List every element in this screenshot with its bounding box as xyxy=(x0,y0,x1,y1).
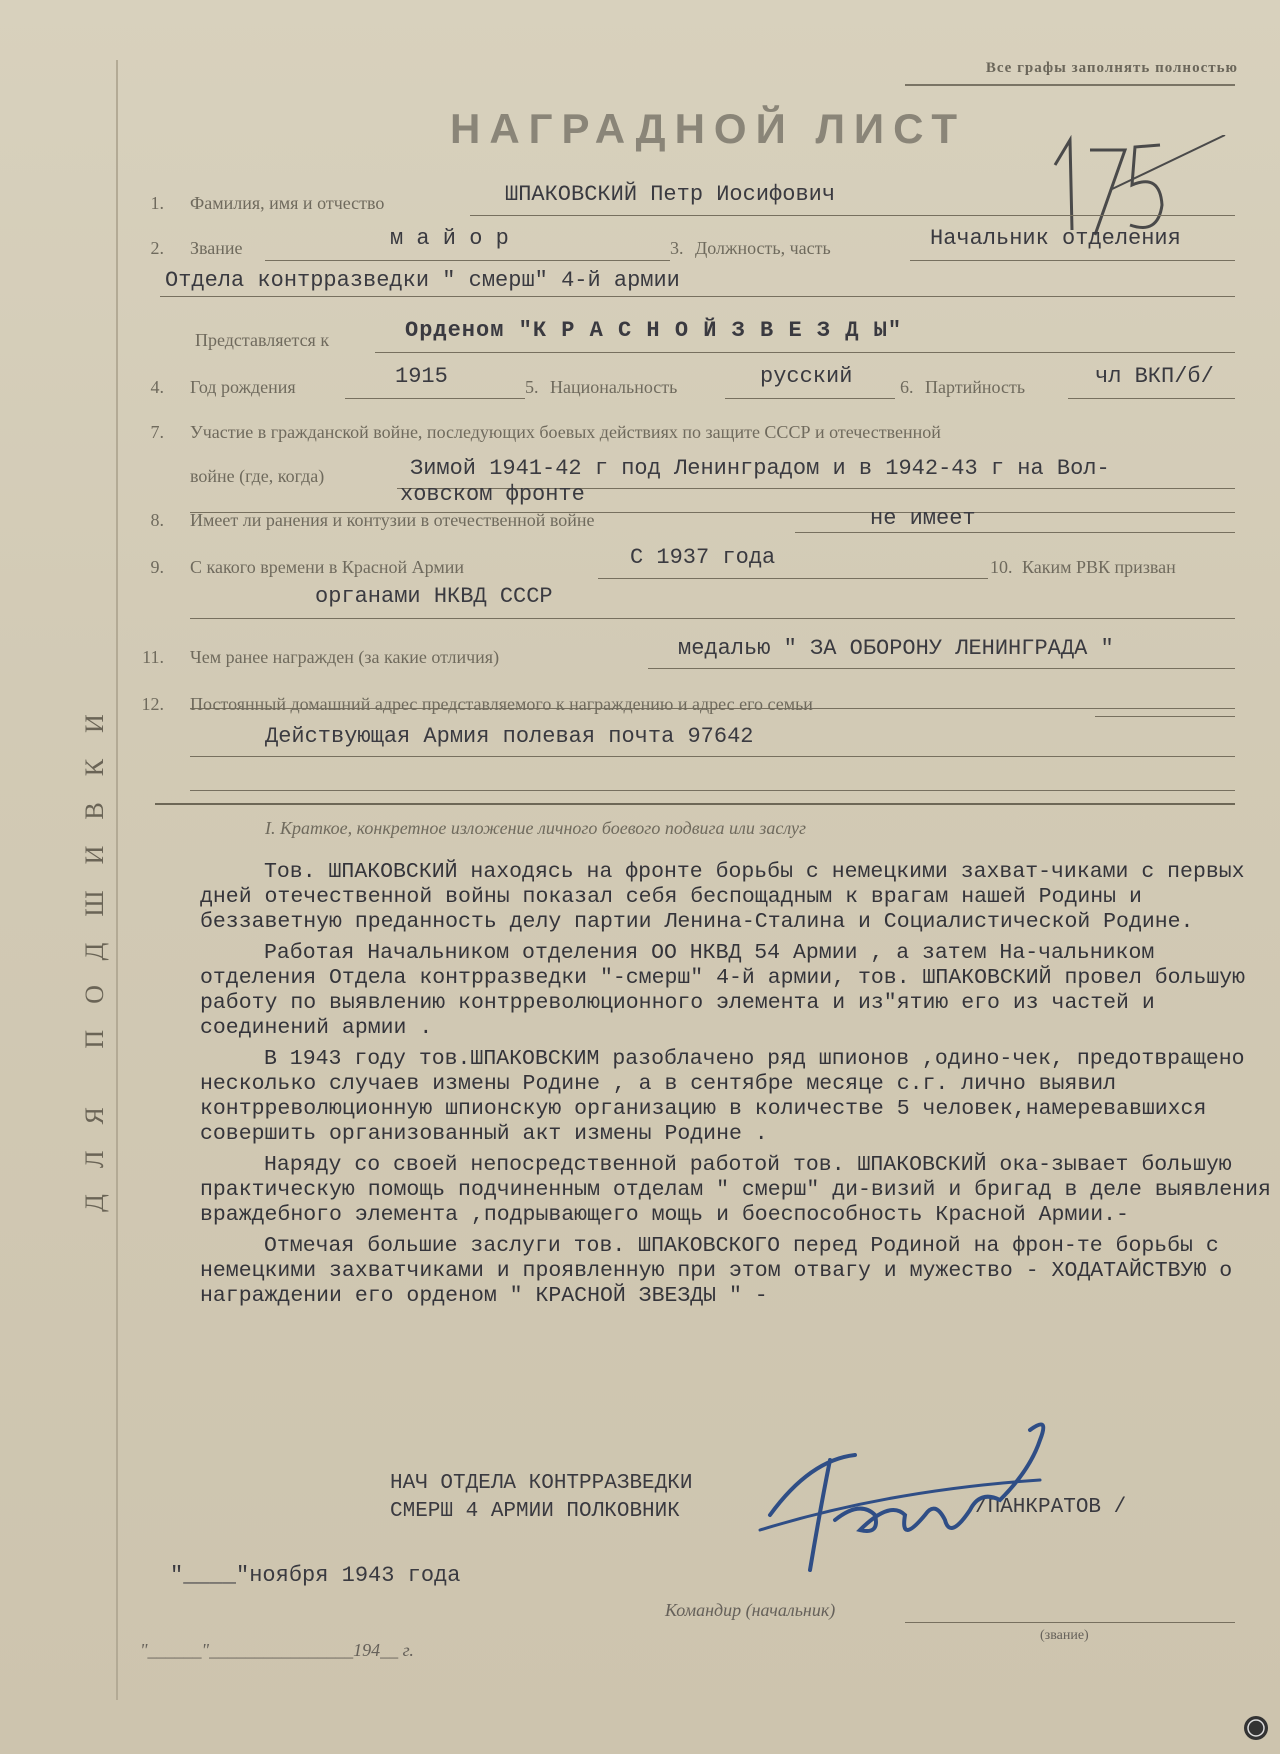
field-7-value-2: ховском фронте xyxy=(400,482,585,507)
field-11-line xyxy=(648,668,1235,669)
field-12-label: Постоянный домашний адрес представляемого к награждению и адрес его семьи xyxy=(190,694,813,714)
field-5-number: 5. xyxy=(525,377,539,397)
field-10-number: 10. xyxy=(990,557,1013,577)
field-7-value: Зимой 1941-42 г под Ленинградом и в 1942-43 г на Вол- xyxy=(410,456,1110,481)
field-3-number: 3. xyxy=(670,238,684,258)
section-heading: I. Краткое, конкретное изложение личного боевого подвига или заслуг xyxy=(265,818,807,838)
field-3-value: Начальник отделения xyxy=(930,226,1181,251)
field-5-value: русский xyxy=(760,364,853,389)
field-8-line xyxy=(795,532,1235,533)
rank-label: (звание) xyxy=(1040,1628,1089,1643)
commander-label: Командир (начальник) xyxy=(665,1600,836,1620)
field-8-number: 8. xyxy=(150,510,164,530)
field-11-number: 11. xyxy=(142,647,164,667)
merit-paragraph-2: Работая Начальником отделения ОО НКВД 54 Армии , а затем На-чальником отделения Отдела контрразведки "-смерш" 4-й армии, тов. ШПАКОВСКИЙ провел большую работу по выявлению контрреволюционного элемента и из"ятию его из частей и соединений армии . xyxy=(200,941,1246,1040)
field-4-label: Год рождения xyxy=(190,377,296,397)
field-10-line xyxy=(190,618,1235,619)
signer-title-line-2: СМЕРШ 4 АРМИИ ПОЛКОВНИК xyxy=(390,1500,680,1523)
field-8-value: не имеет xyxy=(870,506,976,531)
merit-description xyxy=(200,860,1275,1315)
section-divider xyxy=(155,803,1235,805)
notice-underline xyxy=(905,84,1235,86)
field-2-value: м а й о р xyxy=(390,226,509,251)
award-presented-label: Представляется к xyxy=(195,330,330,350)
binding-caption-text: ДЛЯ ПОДШИВКИ xyxy=(80,688,110,1212)
signer-name: /ПАНКРАТОВ / xyxy=(975,1496,1127,1519)
field-7-number: 7. xyxy=(150,422,164,442)
field-6-value: чл ВКП/б/ xyxy=(1095,364,1214,389)
merit-paragraph-5: Отмечая большие заслуги тов. ШПАКОВСКОГО перед Родиной на фрон-те борьбы с немецкими захватчиками и проявленную при этом отвагу и мужество - ХОДАТАЙСТВУЮ о награждении его орденом " КРАСНОЙ ЗВЕЗДЫ " - xyxy=(200,1234,1233,1308)
field-12-value: Действующая Армия полевая почта 97642 xyxy=(265,724,754,749)
award-presented-value: Орденом "К Р А С Н О Й З В Е З Д Ы" xyxy=(405,318,903,343)
field-12-line-3 xyxy=(190,790,1235,791)
field-12-line-2 xyxy=(190,756,1235,757)
field-4-number: 4. xyxy=(150,377,164,397)
document-title: НАГРАДНОЙ ЛИСТ xyxy=(450,105,967,152)
field-2-number: 2. xyxy=(150,238,164,258)
field-9-number: 9. xyxy=(150,557,164,577)
field-4-line xyxy=(345,398,525,399)
field-3-line-2 xyxy=(160,296,1235,297)
field-8-label: Имеет ли ранения и контузии в отечественной войне xyxy=(190,510,595,530)
handwritten-signature xyxy=(740,1420,1070,1580)
archive-stamp-icon xyxy=(1242,1714,1270,1742)
field-11-value: медалью " ЗА ОБОРОНУ ЛЕНИНГРАДА " xyxy=(678,636,1114,661)
typed-date: "____"ноября 1943 года xyxy=(170,1563,461,1588)
field-1-line xyxy=(470,215,1235,216)
field-1-label: Фамилия, имя и отчество xyxy=(190,193,385,213)
field-12-line xyxy=(1095,716,1235,717)
field-3-label: Должность, часть xyxy=(695,238,831,258)
field-6-label: Партийность xyxy=(925,377,1026,397)
printed-date: "______"________________194__ г. xyxy=(140,1640,414,1660)
signature-block xyxy=(390,1470,692,1526)
field-3-line xyxy=(910,260,1235,261)
field-5-line xyxy=(725,398,895,399)
commander-line xyxy=(905,1622,1235,1623)
field-2-line xyxy=(265,260,670,261)
field-5-label: Национальность xyxy=(550,377,678,397)
field-6-line xyxy=(1068,398,1235,399)
field-10-label: Каким РВК призван xyxy=(1022,557,1176,577)
signer-title-line-1: НАЧ ОТДЕЛА КОНТРРАЗВЕДКИ xyxy=(390,1472,693,1495)
field-4-value: 1915 xyxy=(395,364,448,389)
field-9-line xyxy=(598,578,988,579)
merit-paragraph-4: Наряду со своей непосредственной работой тов. ШПАКОВСКИЙ ока-зывает большую практическую помощь подчиненным отделам " смерш" ди-визий и бригад в деле выявления враждебного элемента ,подрывающего мощь и боеспособность Красной Армии.- xyxy=(200,1153,1271,1227)
field-12-number: 12. xyxy=(141,694,164,714)
field-7-label: Участие в гражданской войне, последующих боевых действиях по защите СССР и отечественной xyxy=(190,422,941,442)
merit-paragraph-3: В 1943 году тов.ШПАКОВСКИМ разоблачено ряд шпионов ,одино-чек, предотвращено несколько случаев измены Родине , а в сентябре месяце с.г. лично выявил контрреволюционную шпионскую организацию в количестве 5 человек,намеревавшихся совершить организованный акт измены Родине . xyxy=(200,1047,1245,1146)
field-6-number: 6. xyxy=(900,377,914,397)
field-7-label-2: войне (где, когда) xyxy=(190,466,325,486)
field-9-value: С 1937 года xyxy=(630,545,776,570)
field-9-label: С какого времени в Красной Армии xyxy=(190,557,464,577)
svg-text:175: 175 xyxy=(1050,135,1052,136)
binding-margin-line xyxy=(116,60,118,1700)
field-2-label: Звание xyxy=(190,238,243,258)
award-presented-line xyxy=(375,352,1235,353)
binding-caption xyxy=(75,450,115,1450)
field-1-number: 1. xyxy=(150,193,164,213)
field-1-value: ШПАКОВСКИЙ Петр Иосифович xyxy=(505,182,836,207)
field-3-value-2: Отдела контрразведки " смерш" 4-й армии xyxy=(165,268,680,293)
merit-paragraph-1: Тов. ШПАКОВСКИЙ находясь на фронте борьбы с немецкими захват-чиками с первых дней отечественной войны показал себя беспощадным к врагам нашей Родины и беззаветную преданность делу партии Ленина-Сталина и Социалистической Родине. xyxy=(200,860,1245,934)
fill-notice: Все графы заполнять полностью xyxy=(985,60,1238,76)
field-10-value: органами НКВД СССР xyxy=(315,584,553,609)
field-11-label: Чем ранее награжден (за какие отличия) xyxy=(190,647,500,667)
